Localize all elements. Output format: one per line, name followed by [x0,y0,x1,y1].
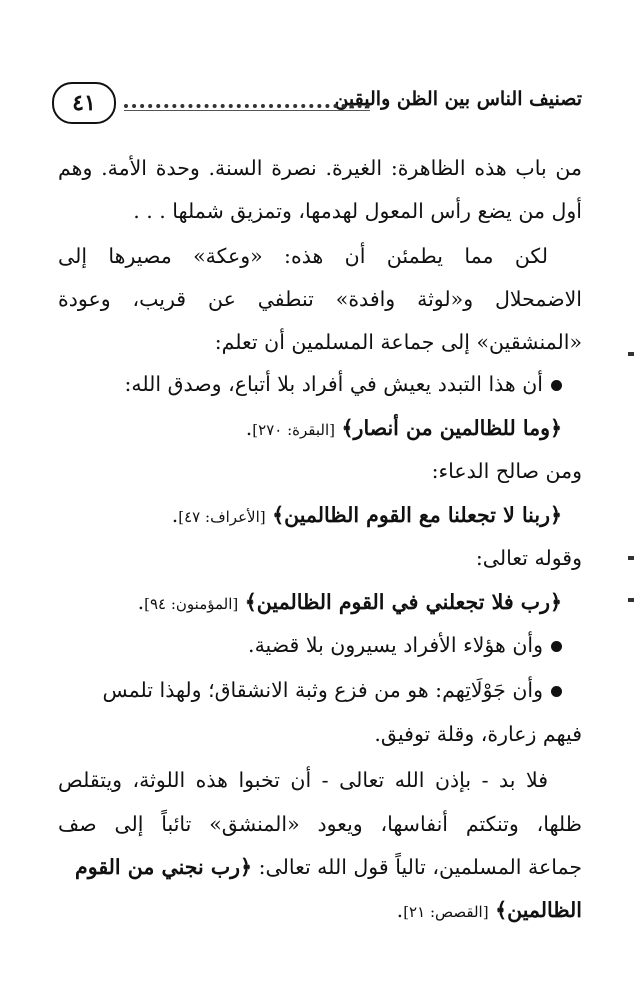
verse-line [58,584,582,622]
bullet-line [58,366,582,402]
text-line: «المنشقين» إلى جماعة المسلمين أن تعلم: [214,330,582,354]
bullet-text: وأن هؤلاء الأفراد يسيرون بلا قضية. [248,633,543,657]
period: . [396,898,404,922]
page-number: ٤١ [52,82,116,124]
verse-line [58,892,582,930]
bullet-line [58,627,582,663]
bullet-line [58,672,582,708]
text-line: أول من يضع رأس المعول لهدمها، وتمزيق شملها . . . [133,199,582,223]
margin-mark [628,556,634,560]
text-segment: جماعة المسلمين، تالياً قول الله تعالى: [258,855,582,879]
bullet-icon [551,641,562,652]
verse-reference: [المؤمنون: ٩٤] [144,595,239,613]
text-line [58,849,582,885]
quran-verse: الظالمين﴾ [495,898,582,922]
margin-mark [628,352,634,356]
header-rule-dotted [124,104,370,108]
text-line: لكن مما يطمئن أن هذه: «وعكة» مصيرها إلى [58,244,548,268]
bullet-text: أن هذا التبدد يعيش في أفراد بلا أتباع، وصدق الله: [124,372,543,396]
text-line: فيهم زعارة، وقلة توفيق. [374,722,582,746]
verse-line [58,410,582,448]
text-line: من باب هذه الظاهرة: الغيرة. نصرة السنة. وحدة الأمة. وهم [58,156,582,180]
text-line: فلا بد - بإذن الله تعالى - أن تخبوا هذه اللوثة، ويتقلص [58,768,548,792]
page-header [52,82,582,126]
verse-line [58,497,582,535]
bullet-icon [551,686,562,697]
verse-reference: [الأعراف: ٤٧] [178,508,266,526]
verse-reference: [البقرة: ٢٧٠] [252,421,335,439]
period: . [245,416,253,440]
margin-mark [628,598,634,602]
quran-verse: ﴿ربنا لا تجعلنا مع القوم الظالمين﴾ [272,503,562,527]
header-rule-solid [124,110,370,111]
quran-verse: ﴿رب فلا تجعلني في القوم الظالمين﴾ [244,590,562,614]
text-line: ظلها، وتنكتم أنفاسها، ويعود «المنشق» تائباً إلى صف [58,812,582,836]
running-title: تصنيف الناس بين الظن واليقين [334,88,582,110]
period: . [171,503,179,527]
period: . [137,590,145,614]
quran-verse: ﴿رب نجني من القوم [75,855,253,879]
quran-verse: ﴿وما للظالمين من أنصار﴾ [341,416,562,440]
bullet-text: وأن جَوْلَاتِهم: هو من فزع وثبة الانشقاق؛ ولهذا تلمس [102,678,543,702]
text-line: ومن صالح الدعاء: [431,459,582,483]
verse-reference: [القصص: ٢١] [403,903,489,921]
text-line: الاضمحلال و«لوثة وافدة» تنطفي عن قريب، وعودة [58,287,582,311]
text-line: وقوله تعالى: [475,546,582,570]
bullet-icon [551,380,562,391]
